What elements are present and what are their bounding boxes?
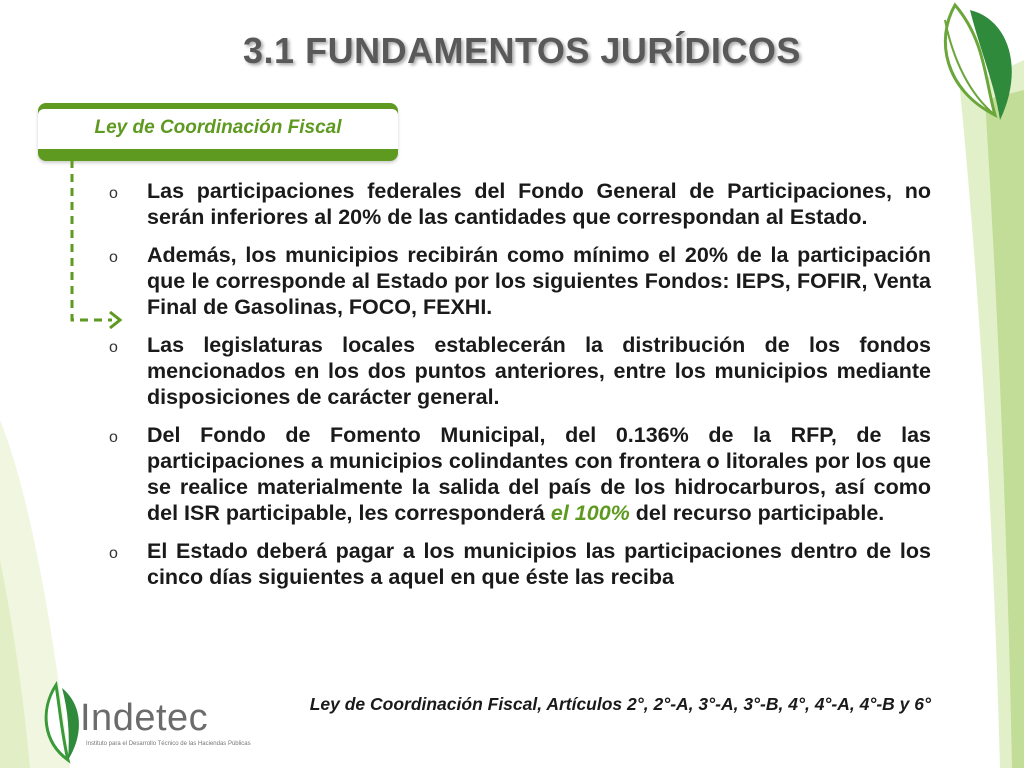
bullet-text: Las participaciones federales del Fondo General de Participaciones, no serán inferiores al 20% de las cantidades que correspondan al Estado.	[147, 179, 931, 229]
section-tab-label: Ley de Coordinación Fiscal	[94, 117, 342, 138]
list-item	[105, 178, 931, 230]
bullet-text: El Estado deberá pagar a los municipios las participaciones dentro de los cinco días siguientes a aquel en que éste las reciba	[147, 539, 931, 589]
citation: Ley de Coordinación Fiscal, Artículos 2°, 2°-A, 3°-A, 3°-B, 4°, 4°-A, 4°-B y 6°	[309, 694, 931, 714]
bullet-circle-icon: o	[109, 545, 118, 562]
section-tab	[38, 103, 398, 161]
bullet-text: Las legislaturas locales establecerán la distribución de los fondos mencionados en los dos puntos anteriores, entre los municipios mediante disposiciones de carácter general.	[147, 333, 931, 409]
bullet-circle-icon: o	[109, 249, 118, 266]
list-item	[105, 242, 931, 320]
bullet-text: Del Fondo de Fomento Municipal, del 0.136% de la RFP, de las participaciones a municipios colindantes con frontera o litorales por los que se realice materialmente la salida del país de los hidrocarburos, así como del ISR participable, les corresponderá	[147, 423, 931, 525]
bullet-emphasis: el 100%	[550, 501, 630, 525]
list-item	[105, 422, 931, 526]
list-item	[105, 332, 931, 410]
bullet-circle-icon: o	[109, 429, 118, 446]
bullet-list	[105, 178, 931, 602]
logo-name: Indetec	[80, 697, 209, 739]
logo-subtitle: Instituto para el Desarrollo Técnico de las Haciendas Públicas	[86, 741, 251, 747]
bullet-circle-icon: o	[109, 185, 118, 202]
bullet-text: Además, los municipios recibirán como mínimo el 20% de la participación que le corresponde al Estado por los siguientes Fondos: IEPS, FOFIR, Venta Final de Gasolinas, FOCO, FEXHI.	[147, 243, 931, 319]
bullet-circle-icon: o	[109, 339, 118, 356]
bullet-text-after: del recurso participable.	[629, 501, 885, 525]
page-title: 3.1 FUNDAMENTOS JURÍDICOS	[243, 30, 801, 71]
list-item	[105, 538, 931, 590]
